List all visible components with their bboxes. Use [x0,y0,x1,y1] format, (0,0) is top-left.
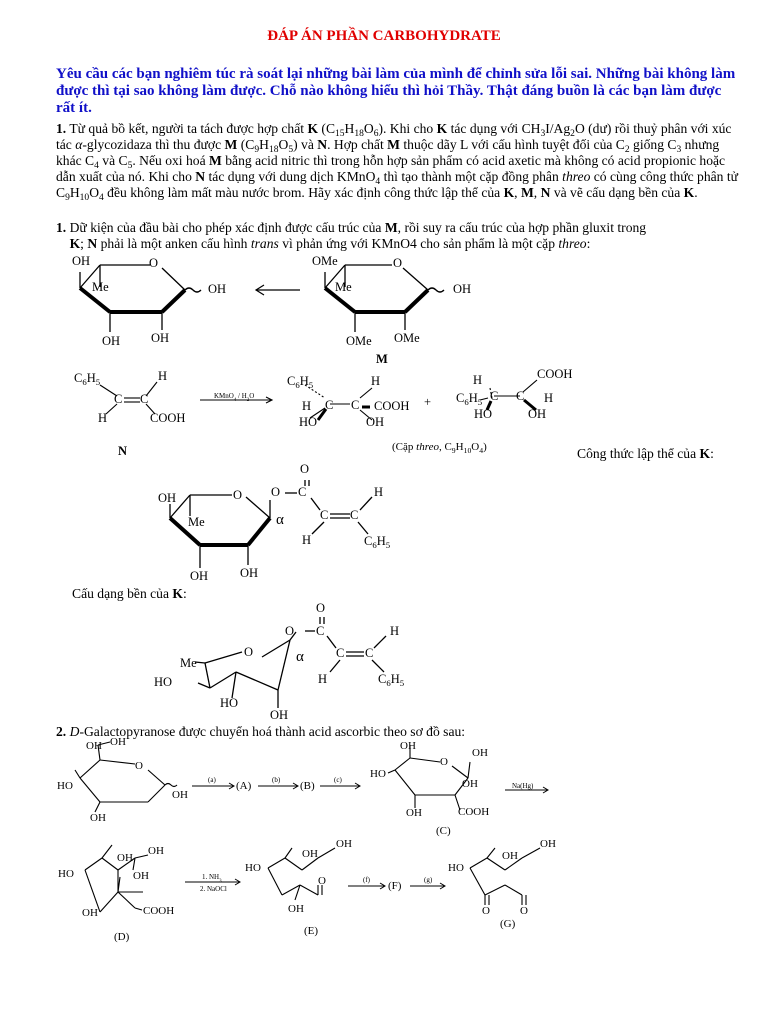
label-alpha: α [296,649,304,665]
label-o: O [482,905,490,917]
label-o: O [244,645,254,659]
label-c6h5: $C_6H_5$ [456,391,483,407]
label-c: C [365,646,374,660]
label-oh: OH [462,778,478,790]
label-c: C [316,624,325,638]
label-ho: HO [154,675,173,689]
label-c: C [114,392,123,406]
label-oh: OH [270,708,289,722]
label-ome: OMe [394,331,420,345]
label-ome: OMe [346,334,372,348]
label-h: H [374,485,384,499]
label-c: C [298,485,307,499]
label-oh: OH [302,848,318,860]
label-nahg: Na(Hg) [512,782,534,790]
label-c: C [320,508,329,522]
label-ome: OMe [312,254,338,268]
label-step-a: (a) [208,776,216,784]
label-h: H [371,374,381,388]
label-plus: + [424,395,432,409]
question-2: 2. D-Galactopyranose được chuyển hoá thành acid ascorbic theo sơ đồ sau: [56,724,466,739]
label-stereo-k: Công thức lập thể của K: [577,446,714,461]
label-oh: OH [86,740,102,752]
label-cooh: COOH [143,905,175,917]
label-b: (B) [300,780,315,792]
label-o: O [271,485,281,499]
label-oh: OH [400,740,416,752]
label-o: O [440,756,448,768]
sugar-ring-m [325,265,444,332]
label-o: O [135,760,143,772]
label-c: C [325,398,334,412]
label-c-compound: (C) [436,825,451,837]
label-cooh: COOH [458,806,490,818]
alkene-n [100,382,157,414]
label-oh: OH [117,852,133,864]
label-cooh: COOH [537,367,573,381]
label-o: O [316,601,326,615]
label-oh: OH [102,334,121,348]
label-oh: OH [528,407,547,421]
label-g-compound: (G) [500,918,516,930]
label-oh: OH [288,903,304,915]
label-oh: OH [540,838,556,850]
label-c: C [350,508,359,522]
label-o: O [300,462,310,476]
label-threo-pair: (Cặp threo, $C_9H_{10}O_4$) [392,441,487,455]
label-o: O [520,905,528,917]
label-step-b: (b) [272,776,281,784]
label-e-compound: (E) [304,925,319,937]
label-o: O [393,256,403,270]
label-h: H [158,369,168,383]
label-ho: HO [220,696,239,710]
label-c6h5: $C_6H_5$ [74,371,101,387]
label-o: O [318,875,326,887]
label-n: N [118,444,128,458]
label-h: H [473,373,483,387]
label-h: H [318,672,328,686]
sugar-ring-1 [80,265,201,332]
label-c: C [351,398,360,412]
label-oh: OH [208,282,227,296]
label-ho: HO [57,780,73,792]
label-me: Me [188,515,205,529]
label-cooh: COOH [150,411,186,425]
label-ho: HO [474,407,493,421]
label-oh: OH [133,870,149,882]
label-h: H [544,391,554,405]
label-oh: OH [190,569,209,583]
label-oh: OH [502,850,518,862]
threo-product-2 [480,380,537,410]
label-oh: OH [472,747,488,759]
label-step-g: (g) [424,876,433,884]
label-h: H [98,411,108,425]
label-oh: OH [406,807,422,819]
page-title: ĐÁP ÁN PHẦN CARBOHYDRATE [267,28,501,44]
label-o: O [233,488,243,502]
label-c6h5: $C_6H_5$ [378,672,405,688]
label-oh: OH [151,331,170,345]
label-h: H [302,399,312,413]
question-1: 1. Từ quả bồ kết, người ta tách được hợp chất K $(C_{15}H_{18}O_6)$. Khi cho K tác dụng với $CH_3I/Ag_2O$ (dư) rồi thuỷ phân với xúc tác α-glycozidaza thì thu được M $(C_9H_{18}O_5)$ và N. Hợp chất M thuộc dãy L với cấu hình tuyệt đối của $C_2$ giống $C_3$ nhưng khác $C_4$ và $C_5$. Nếu oxi hoá M bằng acid nitric thì trong hỗn hợp sản phẩm có acid axetic mà không có acid propionic hoặc dẫn xuất của nó. Khi cho N tác dụng với dung dịch KMnO$_4$ thì tạo thành một cặp đồng phân threo có cùng công thức phân tử $C_9H_{10}O_4$ đều không làm mất màu nước brom. Hãy xác định công thức lập thể của K, M, N và vẽ cấu dạng bền của K. [56,121,738,203]
label-step-c: (c) [334,776,342,784]
label-c: C [490,389,499,403]
label-ho: HO [58,868,74,880]
label-oh: OH [453,282,472,296]
label-h: H [390,624,400,638]
label-me: Me [92,280,109,294]
label-c: C [140,392,149,406]
label-oh: OH [336,838,352,850]
label-nh3: 1. $NH_3$ [202,873,222,884]
label-ho: HO [370,768,386,780]
label-c6h5: $C_6H_5$ [287,374,314,390]
answer-1: 1. Dữ kiện của đầu bài cho phép xác định được cấu trúc của M, rồi suy ra cấu trúc của hợp phần gluxit trong K; N phải là một anken cấu hình trans vì phản ứng với KMnO4 cho sản phẩm là một cặp threo: [56,220,647,251]
label-naocl: 2. NaOCl [200,885,227,893]
label-d-compound: (D) [114,931,130,943]
label-ho: HO [448,862,464,874]
label-c: C [336,646,345,660]
label-c6h5: $C_6H_5$ [364,534,391,550]
label-conf-k: Cấu dạng bền của K: [72,586,187,601]
label-step-f: (f) [363,876,370,884]
label-o: O [149,256,159,270]
label-alpha: α [276,512,284,528]
label-o: O [285,624,295,638]
label-oh: OH [110,736,126,748]
label-ho: HO [299,415,318,429]
label-me: Me [180,656,197,670]
label-kmno4: KMnO$_4$ / $H_2O$ [214,392,255,403]
label-oh: OH [90,812,106,824]
label-oh: OH [158,491,177,505]
label-f-compound: (F) [388,880,402,892]
label-oh: OH [148,845,164,857]
label-h: H [302,533,312,547]
label-c: C [516,389,525,403]
label-oh: OH [366,415,385,429]
label-oh: OH [82,907,98,919]
label-oh: OH [72,254,91,268]
ring-c [388,745,470,810]
label-me: Me [335,280,352,294]
label-oh: OH [240,566,259,580]
label-a: (A) [236,780,252,792]
intro-note: Yêu cầu các bạn nghiêm túc rà soát lại những bài làm của mình để chỉnh sửa lỗi sai. Những bài không làm được thì tại sao không làm được. Chỗ nào không hiểu thì hỏi Thầy. Thật đáng buồn là các bạn làm được rất ít. [56,66,736,116]
label-cooh: COOH [374,399,410,413]
label-oh: OH [172,789,188,801]
label-m: M [376,352,388,366]
label-ho: HO [245,862,261,874]
galactopyranose [75,742,177,812]
